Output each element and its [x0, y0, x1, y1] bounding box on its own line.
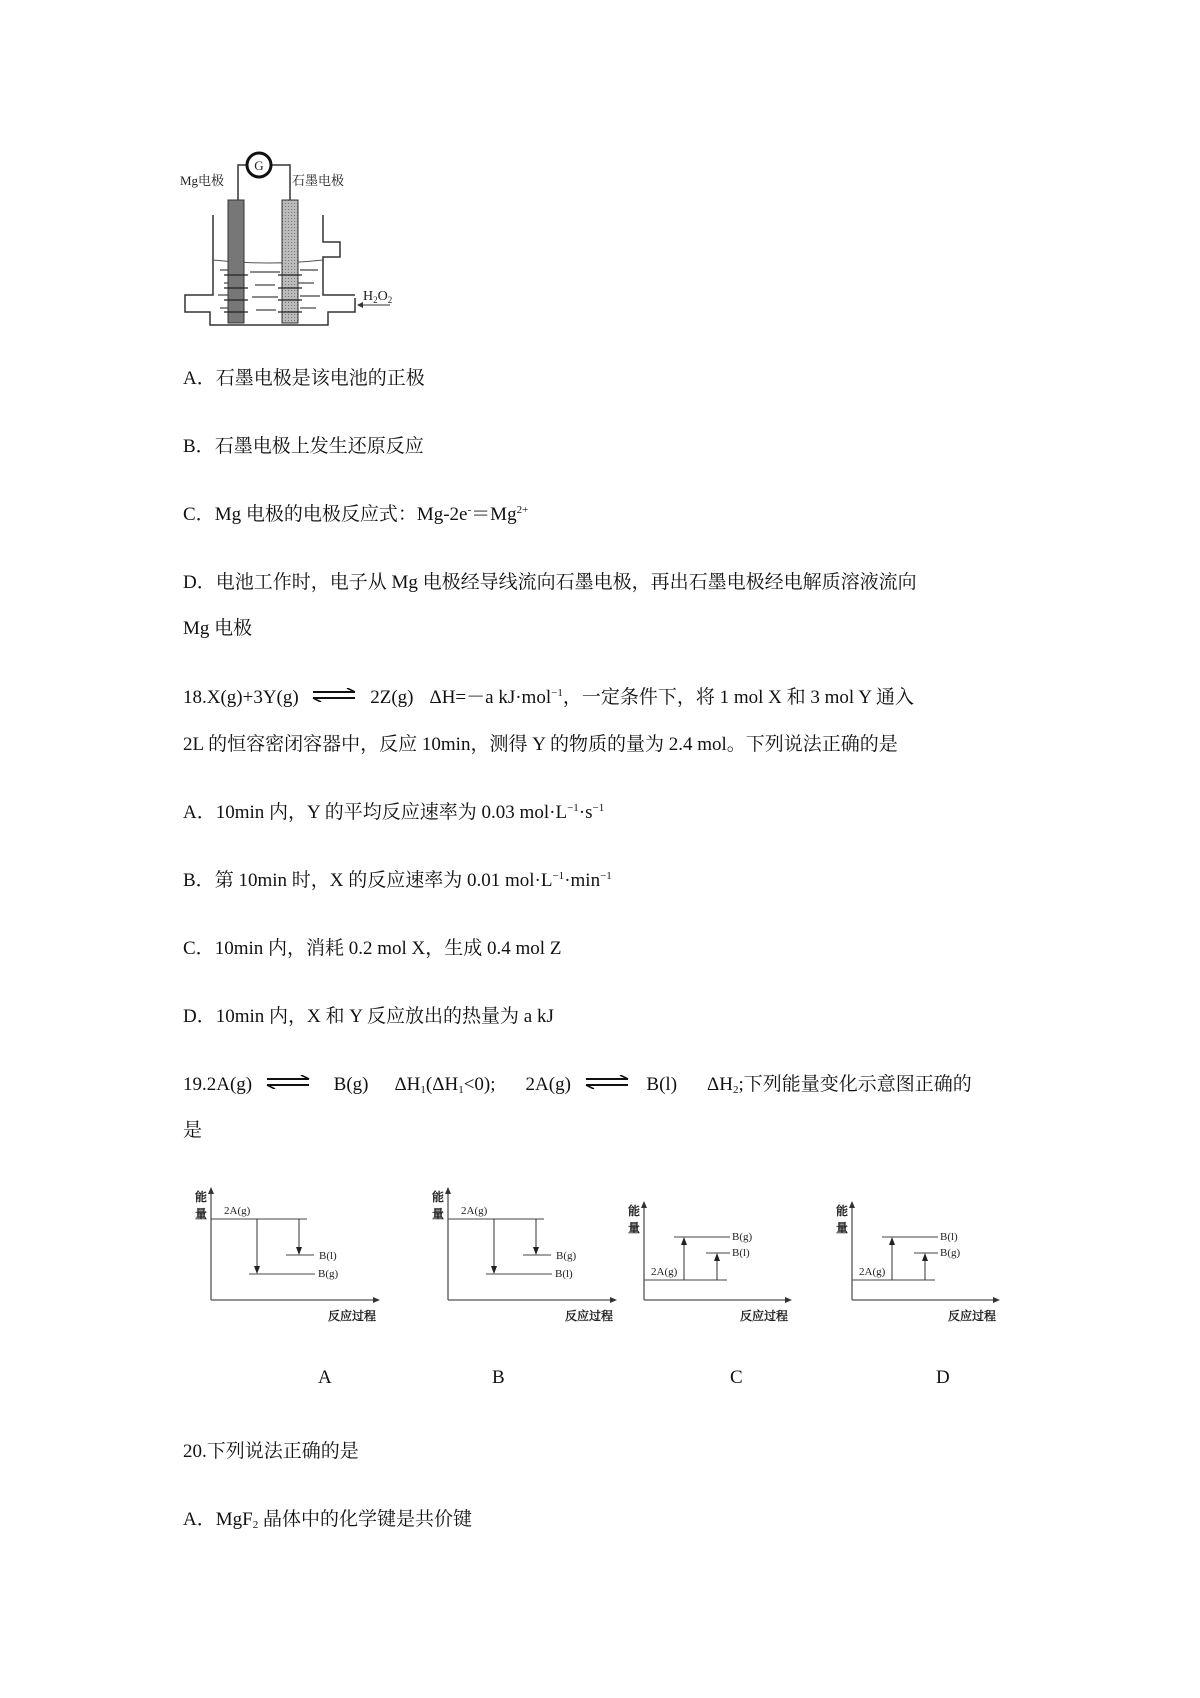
reactant-label: 2A(g) [859, 1266, 886, 1278]
equilibrium-arrow-icon [584, 1075, 630, 1089]
galvanic-cell-figure [180, 140, 400, 330]
superscript: −1 [592, 802, 605, 814]
x-axis-label: 反应过程 [328, 1309, 377, 1323]
x-axis-label: 反应过程 [948, 1309, 997, 1323]
wire-right [272, 165, 290, 200]
option-letter: C． [183, 504, 215, 525]
reactant-label: 2A(g) [224, 1205, 251, 1217]
option-text: 10min 内，Y 的平均反应速率为 0.03 mol·L [215, 802, 568, 823]
option-letter: C． [183, 938, 215, 959]
option-text: 石墨电极是该电池的正极 [215, 368, 425, 389]
y-axis-label-2: 量 [432, 1207, 445, 1221]
arrow-head-icon [714, 1253, 720, 1261]
option-text: Mg 电极 [183, 618, 253, 639]
y-axis-arrow-icon [445, 1187, 451, 1194]
enthalpy-symbol: ΔH [394, 1074, 421, 1095]
arrow-head-icon [889, 1237, 895, 1245]
stem-text: 20.下列说法正确的是 [183, 1441, 359, 1462]
subscript: 2 [252, 1519, 259, 1531]
graphite-electrode-label: 石墨电极 [292, 173, 345, 188]
option-letter: D． [183, 572, 216, 593]
y-axis-arrow-icon [849, 1201, 855, 1208]
equation-reactants: 18.X(g)+3Y(g) [183, 687, 299, 708]
container-left [185, 215, 355, 325]
q18-option-d [183, 1005, 554, 1029]
mg-electrode [228, 200, 244, 323]
option-text: ·min [564, 870, 601, 891]
subscript: 1 [458, 1084, 464, 1096]
option-text: ＝Mg [471, 504, 517, 525]
y-axis-label-2: 量 [195, 1207, 208, 1221]
option-letter: B． [183, 436, 215, 457]
q17-option-d [183, 571, 917, 595]
lower-product-label: B(g) [318, 1268, 339, 1280]
q18-option-c [183, 937, 561, 961]
option-text: MgF [215, 1509, 253, 1530]
energy-diagram-d [828, 1197, 1028, 1323]
graphite-electrode [282, 200, 298, 323]
q18-option-a [183, 801, 604, 825]
diagram-caption-b: B [492, 1367, 505, 1388]
q17-option-d-continued [183, 617, 252, 641]
q17-option-c [183, 503, 528, 527]
energy-diagram-a [175, 1183, 400, 1323]
equilibrium-arrow-icon [265, 1075, 311, 1089]
stem-text: 是 [183, 1120, 203, 1141]
subscript: 1 [420, 1084, 426, 1096]
upper-product-label: B(l) [319, 1250, 337, 1262]
superscript: - [467, 504, 472, 516]
q17-option-b [183, 435, 424, 459]
arrow-head-icon [254, 1266, 260, 1274]
arrow-head-icon [296, 1247, 302, 1255]
x-axis-arrow-icon [785, 1297, 792, 1303]
svg-text:G: G [254, 158, 264, 173]
option-text: ·s [578, 802, 593, 823]
superscript: 2+ [516, 504, 529, 516]
superscript: −1 [552, 870, 565, 882]
h2o2-label: $H_2O_2$ [363, 289, 393, 305]
galvanometer-icon [247, 153, 271, 177]
y-axis-label-1: 能 [432, 1190, 445, 1204]
arrow-head-icon [491, 1266, 497, 1274]
x-axis-arrow-icon [610, 1297, 617, 1303]
option-text: 10min 内，X 和 Y 反应放出的热量为 a kJ [215, 1006, 554, 1027]
q18-stem-line1 [183, 686, 914, 710]
energy-diagram-svg [175, 1183, 400, 1323]
diagram-caption-d: D [936, 1367, 950, 1388]
x-axis-label: 反应过程 [740, 1309, 789, 1323]
q19-stem-line2 [183, 1119, 202, 1143]
reactant-label: 2A(g) [651, 1266, 678, 1278]
y-axis-label-1: 能 [836, 1204, 849, 1218]
enthalpy-symbol: ΔH [707, 1074, 733, 1095]
stem-text: ，一定条件下，将 1 mol X 和 3 mol Y 通入 [562, 687, 914, 708]
arrow-head-icon [922, 1253, 928, 1261]
energy-diagram-svg [412, 1183, 637, 1323]
option-text: 电池工作时，电子从 Mg 电极经导线流向石墨电极，再出石墨电极经电解质溶液流向 [215, 572, 917, 593]
superscript: −1 [551, 687, 563, 699]
upper-product-label: B(l) [940, 1231, 958, 1243]
equation-product: B(l) [646, 1074, 678, 1095]
y-axis-label-1: 能 [195, 1190, 208, 1204]
equilibrium-arrow-icon [311, 688, 357, 702]
energy-diagram-c [620, 1197, 820, 1323]
enthalpy-condition: <0); [463, 1074, 496, 1095]
option-text: 第 10min 时，X 的反应速率为 0.01 mol·L [214, 870, 553, 891]
container-right [323, 215, 355, 295]
superscript: −1 [567, 802, 579, 814]
arrow-head-icon [681, 1237, 687, 1245]
stem-text: ;下列能量变化示意图正确的 [738, 1074, 972, 1095]
stem-text: 2L 的恒容密闭容器中，反应 10min，测得 Y 的物质的量为 2.4 mol。下列说法正确的是 [183, 734, 898, 755]
lower-product-label: B(g) [940, 1247, 961, 1259]
option-text: Mg 电极的电极反应式：Mg-2e [214, 504, 468, 525]
diagram-caption-a: A [318, 1367, 332, 1388]
diagram-caption-c: C [730, 1367, 743, 1388]
q18-option-b [183, 869, 612, 893]
energy-diagram-svg [620, 1197, 820, 1323]
equation-reactant: 19.2A(g) [183, 1074, 253, 1095]
option-text: 10min 内，消耗 0.2 mol X，生成 0.4 mol Z [214, 938, 562, 959]
enthalpy-change: ΔH=－a kJ·mol [429, 687, 552, 708]
mg-electrode-label: Mg电极 [180, 173, 225, 188]
q18-stem-line2 [183, 733, 898, 757]
reactant-label: 2A(g) [461, 1205, 488, 1217]
energy-diagram-b [412, 1183, 637, 1323]
q19-stem-line1 [183, 1073, 972, 1097]
option-letter: A． [183, 1509, 216, 1530]
option-letter: A． [183, 802, 216, 823]
option-text: 晶体中的化学键是共价键 [258, 1509, 472, 1530]
arrow-head-icon [533, 1247, 539, 1255]
option-text: 石墨电极上发生还原反应 [214, 436, 424, 457]
x-axis-label: 反应过程 [565, 1309, 614, 1323]
equation-product: B(g) [333, 1074, 369, 1095]
lower-product-label: B(l) [555, 1268, 573, 1280]
upper-product-label: B(g) [556, 1250, 577, 1262]
superscript: −1 [600, 870, 612, 882]
x-axis-arrow-icon [373, 1297, 380, 1303]
option-letter: B． [183, 870, 215, 891]
lower-product-label: B(l) [732, 1247, 750, 1259]
y-axis-label-2: 量 [628, 1221, 641, 1235]
q20-option-a [183, 1508, 472, 1532]
energy-diagram-svg [828, 1197, 1028, 1323]
x-axis-arrow-icon [993, 1297, 1000, 1303]
enthalpy-symbol: (ΔH [425, 1074, 459, 1095]
y-axis-arrow-icon [641, 1201, 647, 1208]
y-axis-label-1: 能 [628, 1204, 641, 1218]
option-letter: A． [183, 368, 216, 389]
option-letter: D． [183, 1006, 216, 1027]
q17-option-a [183, 367, 425, 391]
wire-left [238, 165, 246, 200]
y-axis-arrow-icon [208, 1187, 214, 1194]
upper-product-label: B(g) [732, 1231, 753, 1243]
y-axis-label-2: 量 [836, 1221, 849, 1235]
subscript: 2 [732, 1084, 739, 1096]
equation-reactant: 2A(g) [525, 1074, 571, 1095]
equation-product: 2Z(g) [370, 687, 414, 708]
q20-stem [183, 1440, 359, 1464]
